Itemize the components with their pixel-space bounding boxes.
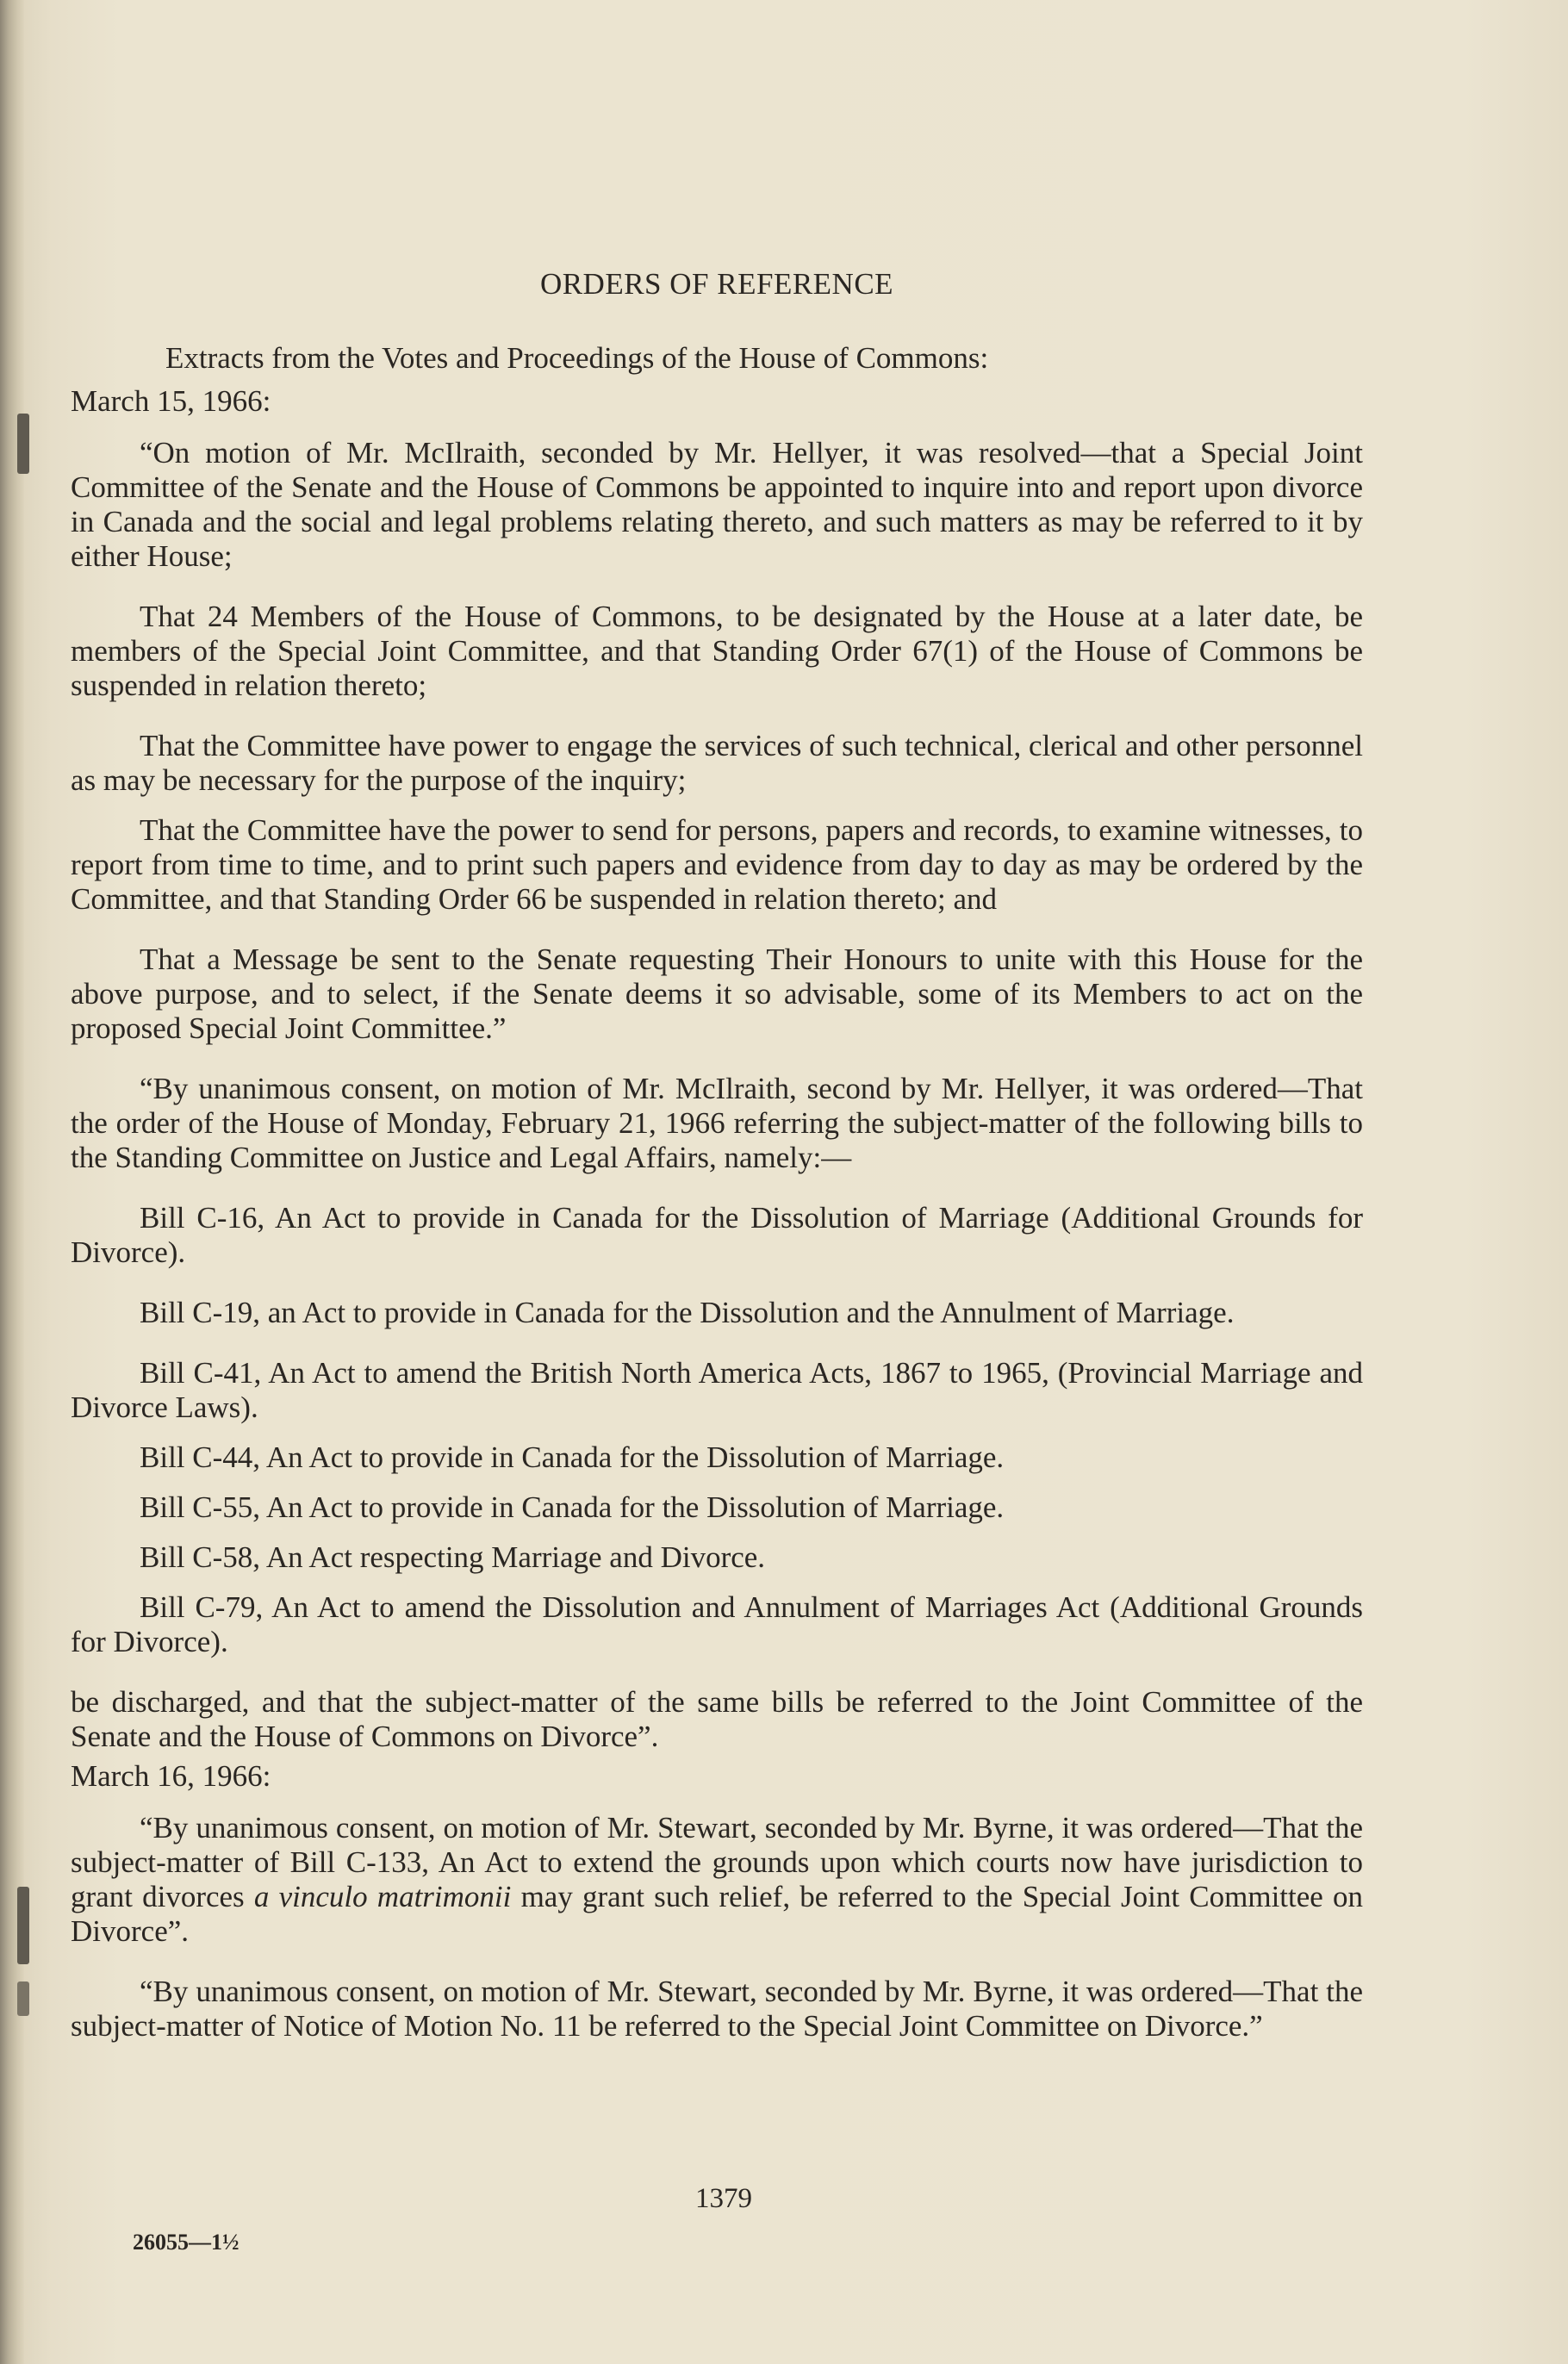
date-heading: March 16, 1966: (71, 1759, 271, 1793)
paragraph: That the Committee have the power to send for persons, papers and records, to examine witnesses, to report from time to time, and to print such papers and evidence from day to day as may be ordered by the Committee, and that Standing Order 66 be suspended in relation thereto; and (71, 813, 1363, 916)
paragraph: “By unanimous consent, on motion of Mr. McIlraith, second by Mr. Hellyer, it was ordered—That the order of the House of Monday, February 21, 1966 referring the subject-matter of the following bills to the Standing Committee on Justice and Legal Affairs, namely:— (71, 1072, 1363, 1174)
paragraph-text: may grant such relief, be referred to the Special Joint Committee on Divorce”. (71, 1880, 1364, 1948)
paragraph: That a Message be sent to the Senate requesting Their Honours to unite with this House for the above purpose, and to select, if the Senate deems it so advisable, some of its Members to act on the proposed Special Joint Committee.” (71, 942, 1363, 1045)
binding-mark (17, 1887, 29, 1964)
page-title: ORDERS OF REFERENCE (539, 267, 894, 301)
bill-item: Bill C-79, An Act to amend the Dissolution and Annulment of Marriages Act (Additional Grounds for Divorce). (71, 1590, 1363, 1658)
paragraph: “On motion of Mr. McIlraith, seconded by Mr. Hellyer, it was resolved—that a Special Joint Committee of the Senate and the House of Commons be appointed to inquire into and report upon divorce in Canada and the social and legal problems relating thereto, and such matters as may be referred to it by either House; (71, 436, 1363, 573)
paragraph: That 24 Members of the House of Commons, to be designated by the House at a later date, be members of the Special Joint Committee, and that Standing Order 67(1) of the House of Commons be suspended in relation thereto; (71, 600, 1363, 702)
binding-mark (17, 414, 29, 474)
bill-item: Bill C-44, An Act to provide in Canada for the Dissolution of Marriage. (140, 1440, 1005, 1474)
bill-item: Bill C-41, An Act to amend the British North America Acts, 1867 to 1965, (Provincial Marriage and Divorce Laws). (71, 1356, 1363, 1424)
date-heading: March 15, 1966: (71, 384, 271, 418)
paragraph (71, 1811, 1363, 1949)
document-body (71, 267, 1363, 2069)
paragraph-text: “By unanimous consent, on motion of Mr. Stewart, seconded by Mr. Byrne, it was ordered—That the subject-matter of Bill C-133, An Act to extend the grounds upon which courts now have jurisdiction to grant divorces (71, 1811, 1363, 1913)
paragraph: “By unanimous consent, on motion of Mr. Stewart, seconded by Mr. Byrne, it was ordered—That the subject-matter of Notice of Motion No. 11 be referred to the Special Joint Committee on Divorce.” (71, 1975, 1363, 2043)
bill-item: Bill C-19, an Act to provide in Canada for the Dissolution and the Annulment of Marriage. (140, 1296, 1235, 1329)
intro-line: Extracts from the Votes and Proceedings of the House of Commons: (165, 341, 989, 375)
bill-item: Bill C-16, An Act to provide in Canada for the Dissolution of Marriage (Additional Grounds for Divorce). (71, 1201, 1363, 1269)
print-code: 26055—1½ (133, 2230, 240, 2255)
page-number: 1379 (695, 2183, 752, 2214)
binding-mark (17, 1981, 29, 2016)
paragraph: be discharged, and that the subject-matter of the same bills be referred to the Joint Committee of the Senate and the House of Commons on Divorce”. (71, 1685, 1363, 1753)
latin-phrase: a vinculo matrimonii (253, 1880, 512, 1913)
bill-item: Bill C-58, An Act respecting Marriage and Divorce. (140, 1540, 766, 1574)
paragraph: That the Committee have power to engage the services of such technical, clerical and other personnel as may be necessary for the purpose of the inquiry; (71, 729, 1363, 797)
bill-item: Bill C-55, An Act to provide in Canada for the Dissolution of Marriage. (140, 1490, 1005, 1524)
